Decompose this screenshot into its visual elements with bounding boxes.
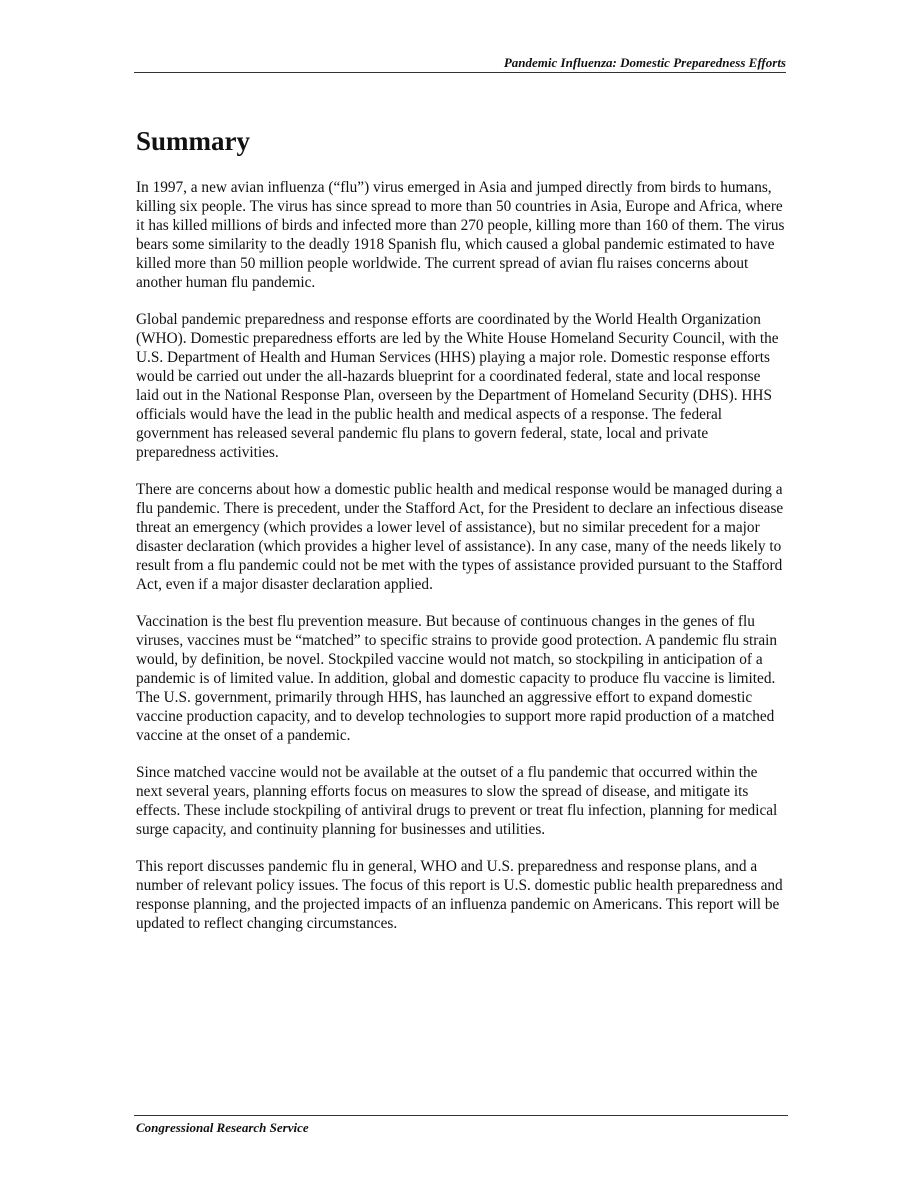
summary-paragraph-1: In 1997, a new avian influenza (“flu”) virus emerged in Asia and jumped directly from birds to humans, killing six people. The virus has since spread to more than 50 countries in Asia, Europe and Africa, where it has killed millions of birds and infected more than 270 people, killing more than 160 of them. The virus bears some similarity to the deadly 1918 Spanish flu, which caused a global pandemic estimated to have killed more than 50 million people worldwide. The current spread of avian flu raises concerns about another human flu pandemic. (136, 179, 785, 291)
footer-publisher: Congressional Research Service (136, 1120, 309, 1135)
summary-paragraph-4: Vaccination is the best flu prevention measure. But because of continuous changes in the genes of flu viruses, vaccines must be “matched” to specific strains to provide good protection. A pandemic flu strain would, by definition, be novel. Stockpiled vaccine would not match, so stockpiling in anticipation of a pandemic is of limited value. In addition, global and domestic capacity to produce flu vaccine is limited. The U.S. government, primarily through HHS, has launched an aggressive effort to expand domestic vaccine production capacity, and to develop technologies to support more rapid production of a matched vaccine at the onset of a pandemic. (136, 613, 778, 744)
running-header-title: Pandemic Influenza: Domestic Preparedness Efforts (503, 55, 786, 70)
summary-paragraph-6: This report discusses pandemic flu in general, WHO and U.S. preparedness and response plans, and a number of relevant policy issues. The focus of this report is U.S. domestic public health preparedness and response planning, and the projected impacts of an influenza pandemic on Americans. This report will be updated to reflect changing circumstances. (136, 858, 783, 932)
summary-paragraph-2: Global pandemic preparedness and response efforts are coordinated by the World Health Organization (WHO). Domestic preparedness efforts are led by the White House Homeland Security Council, with the U.S. Department of Health and Human Services (HHS) playing a major role. Domestic response efforts would be carried out under the all-hazards blueprint for a coordinated federal, state and local response laid out in the National Response Plan, overseen by the Department of Homeland Security (DHS). HHS officials would have the lead in the public health and medical aspects of a response. The federal government has released several pandemic flu plans to govern federal, state, local and private preparedness activities. (136, 311, 779, 461)
running-header (134, 55, 786, 73)
summary-paragraph-3: There are concerns about how a domestic public health and medical response would be managed during a flu pandemic. There is precedent, under the Stafford Act, for the President to declare an infectious disease threat an emergency (which provides a lower level of assistance), but no similar precedent for a major disaster declaration (which provides a higher level of assistance). In any case, many of the needs likely to result from a flu pandemic could not be met with the types of assistance provided pursuant to the Stafford Act, even if a major disaster declaration applied. (136, 481, 784, 593)
summary-section (136, 124, 786, 951)
summary-paragraph-5: Since matched vaccine would not be available at the outset of a flu pandemic that occurred within the next several years, planning efforts focus on measures to slow the spread of disease, and mitigate its effects. These include stockpiling of antiviral drugs to prevent or treat flu infection, planning for medical surge capacity, and continuity planning for businesses and utilities. (136, 764, 778, 838)
running-footer (134, 1115, 788, 1136)
section-title: Summary (136, 126, 250, 156)
